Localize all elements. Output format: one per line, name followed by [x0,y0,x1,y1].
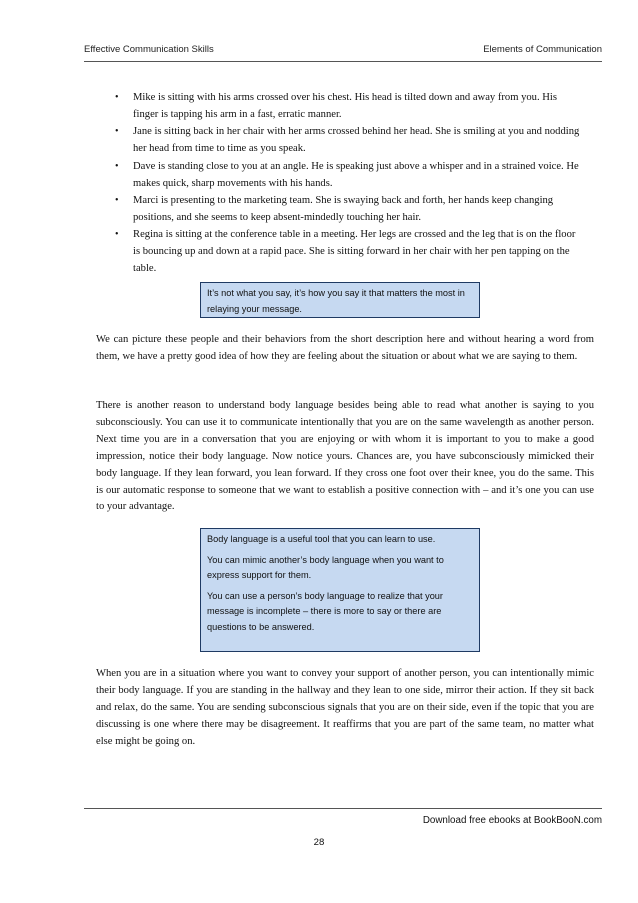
list-item [113,159,583,193]
header-book-title: Effective Communication Skills [84,44,214,55]
callout-box-quote [200,282,480,318]
bullet-icon: • [115,160,119,172]
bullet-icon: • [115,92,119,103]
bullet-icon: • [115,229,119,241]
callout-text: You can use a person’s body language to realize that your message is incomplete – there is more to say or there are questions to be answered. [207,590,443,632]
bullet-icon: • [115,194,119,206]
body-paragraph: There is another reason to understand body language besides being able to read what another is saying to you subconsciously. You can use it to communicate intentionally that you are on the same wavelength as another person. Next time you are in a conversation that you are enjoying or with whom it is important to you to make a good impression, notice their body language. Now notice yours. Chances are, you have subconsciously mimicked their body language. If they lean forward, you lean forward. If they cross one foot over their knee, you do the same. This is our automatic response to someone that we want to establish a positive connection with – and it’s one you can use to your advantage. [96,400,594,513]
callout-box-summary [200,528,480,652]
header-chapter-title: Elements of Communication [483,44,602,55]
download-ebooks-link[interactable]: Download free ebooks at BookBooN.com [422,815,602,826]
page-header [84,44,602,60]
header-divider [84,61,602,62]
list-item [113,227,583,278]
callout-text: Body language is a useful tool that you can learn to use. [207,534,436,544]
page-number: 28 [313,837,325,848]
callout-text: You can mimic another’s body language when you want to express support for them. [207,554,444,580]
list-item [113,124,583,158]
callout-text: It’s not what you say, it’s how you say it that matters the most in relaying your message. [207,288,465,314]
bullet-icon: • [115,126,119,138]
list-item-text: Regina is sitting at the conference table in a meeting. Her legs are crossed and the leg that is on the floor is bouncing up and down at a rapid pace. She is sitting forward in her chair with her pen tapping on the table. [133,229,576,275]
list-item-text: Marci is presenting to the marketing team. She is swaying back and forth, her hands keep changing positions, and she seems to keep absent-mindedly touching her hair. [133,194,554,223]
list-item-text: Mike is sitting with his arms crossed over his chest. His head is tilted down and away from you. His finger is tapping his arm in a fast, erratic manner. [133,92,557,120]
list-item [113,90,583,124]
list-item-text: Dave is standing close to you at an angle. He is speaking just above a whisper and in a strained voice. He makes quick, sharp movements with his hands. [133,160,579,189]
body-paragraph: We can picture these people and their behaviors from the short description here and without hearing a word from them, we have a pretty good idea of how they are feeling about the situation or about what we are saying to them. [96,334,594,362]
list-item [113,193,583,227]
footer-divider [84,808,602,809]
list-item-text: Jane is sitting back in her chair with her arms crossed behind her head. She is smiling at you and nodding her head from time to time as you speak. [133,126,580,155]
body-paragraph: When you are in a situation where you want to convey your support of another person, you can intentionally mimic their body language. If you are standing in the hallway and they lean to one side, mirror their action. If they sit back and relax, do the same. You are sending subconscious signals that you are on their side, even if the topic that you are discussing is one where there may be disagreement. It reaffirms that you are part of the same team, no matter what else might be going on. [96,668,594,747]
behavior-examples-list [113,90,583,278]
